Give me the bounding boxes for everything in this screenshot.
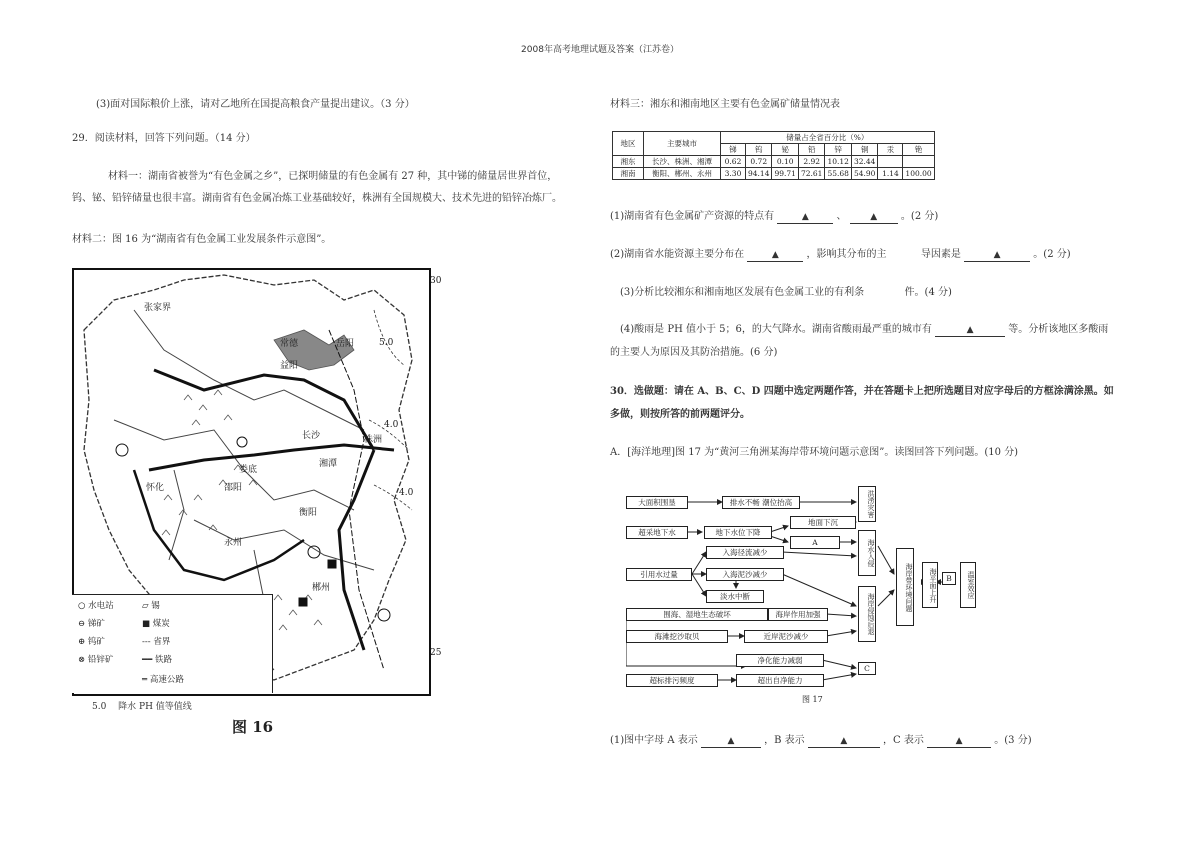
q3-line: (3)分析比较湘东和湘南地区发展有色金属工业的有利条 件。(4 分) [620, 287, 952, 298]
q2-line: (2)湖南省水能资源主要分布在 ▲ ，影响其分布的主 导因素是 ▲ 。(2 分) [610, 249, 1071, 260]
table-cell: 32.44 [851, 156, 877, 168]
answer-blank[interactable]: ▲ [850, 212, 898, 224]
flow-box: 净化能力减弱 [736, 654, 824, 667]
q1-line: (1)湖南省有色金属矿产资源的特点有 ▲ 、 ▲ 。(2 分) [610, 211, 939, 222]
map-caption-line: 5.0 降水 PH 值等值线 [92, 702, 192, 712]
answer-blank[interactable]: ▲ [747, 250, 803, 262]
table-metal: 铜 [851, 144, 877, 156]
q30-line2: 多做，则按所答的前两题评分。 [610, 409, 750, 420]
flow-box: 围海、湿地生态破坏 [626, 608, 768, 621]
flow-box: 海岸侵蚀后退 [858, 586, 876, 642]
map-caption: 图 16 [232, 718, 274, 736]
legend-highway: ═ 高速公路 [142, 675, 184, 685]
city-hengyang: 衡阳 [299, 508, 318, 518]
flow-box: 排水不畅 潮位抬高 [722, 496, 800, 509]
contour-label-3: 4.0 [399, 488, 414, 498]
q30-line1: 30．选做题：请在 A、B、C、D 四题中选定两题作答，并在答题卡上把所选题目对应字母后的方框涂满涂黑。如 [610, 386, 1114, 397]
table-cell: 衡阳、郴州、永州 [644, 168, 721, 180]
material1-line2: 钨、铋、铅锌储量也很丰富。湖南省有色金属冶炼工业基础较好，株洲有全国规模大、技术先进的铅锌冶炼厂。 [72, 193, 562, 204]
table-metal: 钨 [746, 144, 772, 156]
legend-railway: ━━ 铁路 [142, 655, 172, 665]
table-cell: 0.10 [772, 156, 798, 168]
city-xiangtan: 湘潭 [319, 459, 338, 469]
table-row [613, 156, 935, 168]
flow-box: 淡水中断 [706, 590, 764, 603]
material3-text: 材料三：湘东和湘南地区主要有色金属矿储量情况表 [610, 99, 840, 110]
table-metal: 铋 [772, 144, 798, 156]
table-cell: 94.14 [746, 168, 772, 180]
flow-box-a: A [790, 536, 840, 549]
legend-lead-zinc: ⊗ 铅锌矿 [78, 655, 114, 665]
table-cell: 0.62 [721, 156, 746, 168]
table-cell: 0.72 [746, 156, 772, 168]
city-yueyang: 岳阳 [336, 339, 355, 349]
q4-line2: 的主要人为原因及其防治措施。(6 分) [610, 347, 778, 358]
reserve-table [612, 131, 935, 180]
table-header-region: 地区 [613, 132, 644, 156]
latitude-top: 30 [430, 276, 442, 286]
answer-blank[interactable]: ▲ [964, 250, 1030, 262]
city-changsha: 长沙 [302, 431, 321, 441]
flow-box-c: C [858, 662, 876, 675]
flow-box: 地下水位下降 [704, 526, 772, 539]
flow-box: 海岸作用加强 [768, 608, 828, 621]
flow-box: 大面积围垦 [626, 496, 688, 509]
table-metal: 汞 [878, 144, 903, 156]
table-cell: 100.00 [903, 168, 934, 180]
table-row [613, 168, 935, 180]
q29-title: 29．阅读材料，回答下列问题。（14 分） [72, 133, 256, 144]
city-loudi: 娄底 [239, 465, 258, 475]
flow-box: 入海径流减少 [706, 546, 784, 559]
city-yongzhou: 永州 [224, 538, 243, 548]
city-shaoyang: 邵阳 [224, 483, 243, 493]
flow-box: 温室效应 [960, 562, 976, 608]
page-header: 2008年高考地理试题及答案（江苏卷） [521, 45, 679, 55]
table-cell: 3.30 [721, 168, 746, 180]
table-metal: 铅 [798, 144, 824, 156]
flow-box: 入海泥沙减少 [706, 568, 784, 581]
flow-box: 地面下沉 [790, 516, 856, 529]
answer-blank[interactable]: ▲ [777, 212, 833, 224]
city-zhuzhou: 株洲 [364, 435, 383, 445]
flow-caption: 图 17 [802, 695, 823, 704]
contour-label-2: 4.0 [384, 420, 399, 430]
legend-hydro: ○ 水电站 [78, 601, 114, 611]
table-header-ratio: 储量占全省百分比（%） [721, 132, 935, 144]
table-cell [903, 156, 934, 168]
city-huaihua: 怀化 [146, 483, 165, 493]
table-cell: 1.14 [878, 168, 903, 180]
flow-box: 引用水过量 [626, 568, 692, 581]
table-cell: 湘东 [613, 156, 644, 168]
flow-box: 海水入侵 [858, 530, 876, 576]
answer-blank[interactable]: ▲ [808, 736, 880, 748]
table-cell: 99.71 [772, 168, 798, 180]
contour-label-1: 5.0 [379, 338, 394, 348]
q28-3-text: (3)面对国际粮价上涨，请对乙地所在国提高粮食产量提出建议。（3 分） [96, 99, 415, 110]
table-cell [878, 156, 903, 168]
table-metal: 铯 [903, 144, 934, 156]
table-metal: 锌 [825, 144, 851, 156]
qA-text: A．[海洋地理]图 17 为“黄河三角洲某海岸带环境问题示意图”。读图回答下列问题。(10 分) [610, 447, 1019, 458]
flow-box: 超出自净能力 [736, 674, 824, 687]
table-cell: 72.61 [798, 168, 824, 180]
flow-box: 洪涝灾害 [858, 486, 876, 522]
answer-blank[interactable]: ▲ [927, 736, 991, 748]
flow-box: 近岸泥沙减少 [744, 630, 828, 643]
city-zhangjiajie: 张家界 [144, 303, 172, 313]
table-cell: 55.68 [825, 168, 851, 180]
legend-border: --- 省界 [142, 637, 171, 647]
table-cell: 湘南 [613, 168, 644, 180]
flow-diagram [626, 486, 976, 706]
city-changde: 常德 [280, 339, 299, 349]
latitude-bottom: 25 [430, 648, 442, 658]
legend-antimony: ⊖ 锑矿 [78, 619, 105, 629]
flow-center: 海岸带环境问题 [896, 548, 914, 626]
q4-line1: (4)酸雨是 PH 值小于 5；6，的大气降水。湖南省酸雨最严重的城市有 ▲ 等。分析该地区多酸雨 [620, 324, 1109, 335]
flow-box-b: B [942, 572, 956, 585]
flow-box: 海滩挖沙取贝 [626, 630, 728, 643]
legend-coal: ■ 煤炭 [142, 619, 170, 629]
flow-box: 超采地下水 [626, 526, 688, 539]
table-cell: 2.92 [798, 156, 824, 168]
table-header-cities: 主要城市 [644, 132, 721, 156]
table-cell: 54.90 [851, 168, 877, 180]
material2-text: 材料二：图 16 为“湖南省有色金属工业发展条件示意图”。 [72, 234, 332, 245]
answer-blank[interactable]: ▲ [935, 325, 1005, 337]
flow-box: 海平面上升 [922, 562, 938, 608]
table-cell: 10.12 [825, 156, 851, 168]
answer-blank[interactable]: ▲ [701, 736, 761, 748]
city-chenzhou: 郴州 [312, 583, 331, 593]
table-cell: 长沙、株洲、湘潭 [644, 156, 721, 168]
legend-tin: ▱ 锡 [142, 601, 160, 611]
flow-box: 超标排污频度 [626, 674, 718, 687]
map-legend [72, 594, 273, 693]
city-yiyang: 益阳 [280, 361, 299, 371]
qA1-line: (1)图中字母 A 表示 ▲ ，B 表示 ▲ ，C 表示 ▲ 。(3 分) [610, 735, 1032, 746]
table-metal: 锑 [721, 144, 746, 156]
material1-line1: 材料一：湖南省被誉为“有色金属之乡”，已探明储量的有色金属有 27 种，其中锑的储量居世界首位， [108, 171, 558, 182]
legend-tungsten: ⊕ 钨矿 [78, 637, 105, 647]
